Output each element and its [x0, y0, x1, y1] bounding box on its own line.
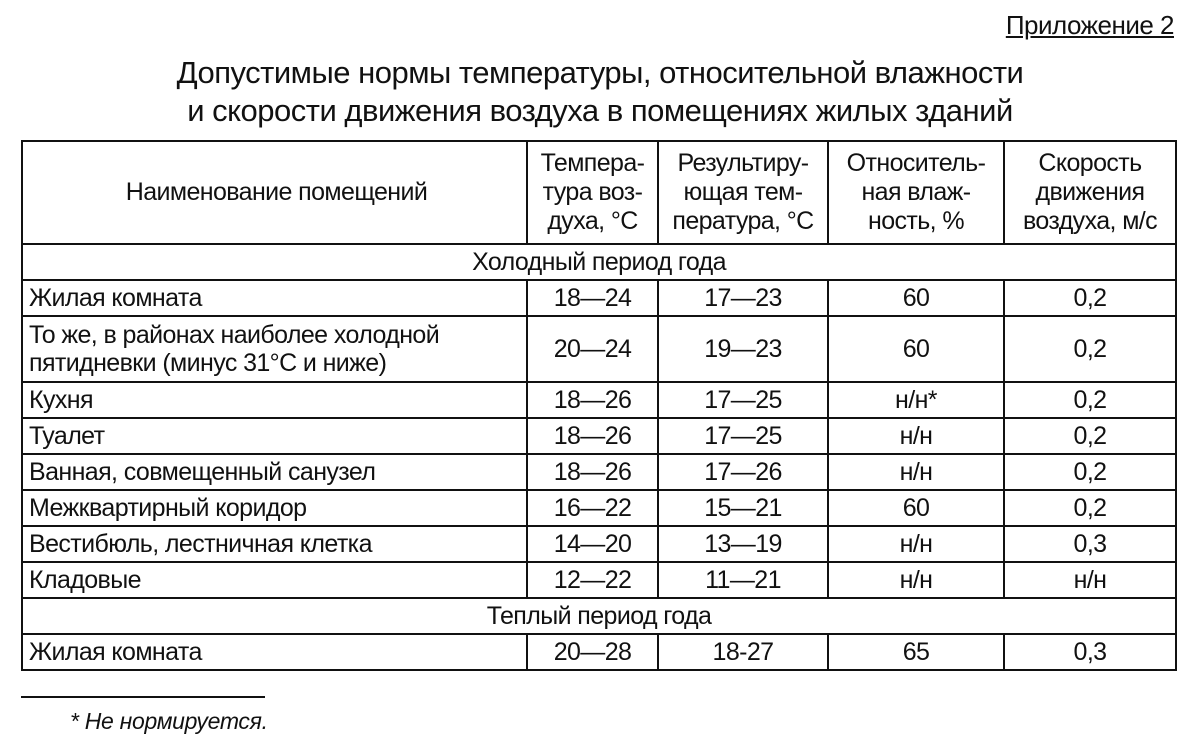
room-name-line: Жилая комната	[29, 638, 202, 666]
header-relative-humidity	[828, 141, 1004, 244]
air-temperature-cell: 12—22	[527, 562, 658, 598]
table-row	[22, 562, 1176, 598]
resulting-temperature-cell: 11—21	[658, 562, 828, 598]
table-row	[22, 490, 1176, 526]
table-row	[22, 634, 1176, 670]
table-row	[22, 382, 1176, 418]
header-line: пература, °С	[672, 207, 814, 235]
title-line-1: Допустимые нормы температуры, относительной влажности	[176, 55, 1024, 90]
resulting-temperature-cell: 17—25	[658, 418, 828, 454]
room-name-line: Межквартирный коридор	[29, 494, 307, 522]
room-name-line: Туалет	[29, 422, 105, 450]
room-name	[22, 316, 527, 382]
cold-period-label: Холодный период года	[22, 244, 1176, 280]
footnote-divider	[21, 696, 265, 698]
air-speed-cell: 0,3	[1004, 634, 1176, 670]
humidity-cell: 60	[828, 490, 1004, 526]
humidity-cell: н/н	[828, 454, 1004, 490]
humidity-cell: н/н	[828, 526, 1004, 562]
resulting-temperature-cell: 17—23	[658, 280, 828, 316]
room-name-line: пятидневки (минус 31°С и ниже)	[29, 349, 387, 377]
header-line: воздуха, м/с	[1022, 207, 1158, 235]
header-line: тура воз-	[542, 178, 643, 206]
header-row	[22, 141, 1176, 244]
air-temperature-cell: 18—26	[527, 382, 658, 418]
room-name	[22, 526, 527, 562]
room-name	[22, 418, 527, 454]
warm-period-label: Теплый период года	[22, 598, 1176, 634]
room-name	[22, 562, 527, 598]
air-temperature-cell: 20—28	[527, 634, 658, 670]
humidity-cell: н/н*	[828, 382, 1004, 418]
header-line: духа, °С	[547, 207, 638, 235]
room-name	[22, 490, 527, 526]
header-air-temperature	[527, 141, 658, 244]
air-temperature-cell: 16—22	[527, 490, 658, 526]
cold-period-row	[22, 244, 1176, 280]
air-temperature-cell: 20—24	[527, 316, 658, 382]
resulting-temperature-cell: 17—26	[658, 454, 828, 490]
table-row	[22, 526, 1176, 562]
room-name	[22, 454, 527, 490]
room-name-line: Жилая комната	[29, 284, 202, 312]
air-speed-cell: н/н	[1004, 562, 1176, 598]
room-name-line: Кухня	[29, 386, 93, 414]
air-temperature-cell: 18—26	[527, 418, 658, 454]
air-speed-cell: 0,3	[1004, 526, 1176, 562]
room-name-line: Вестибюль, лестничная клетка	[29, 530, 372, 558]
footnote: * Не нормируется.	[70, 708, 268, 734]
header-resulting-temperature	[658, 141, 828, 244]
air-speed-cell: 0,2	[1004, 418, 1176, 454]
room-name-line: Ванная, совмещенный санузел	[29, 458, 376, 486]
air-speed-cell: 0,2	[1004, 382, 1176, 418]
humidity-cell: 65	[828, 634, 1004, 670]
header-line: Результиру-	[677, 149, 809, 177]
resulting-temperature-cell: 19—23	[658, 316, 828, 382]
header-line: Относитель-	[846, 149, 986, 177]
humidity-cell: н/н	[828, 562, 1004, 598]
air-speed-cell: 0,2	[1004, 280, 1176, 316]
table-row	[22, 280, 1176, 316]
header-line: Темпера-	[540, 149, 645, 177]
room-name	[22, 634, 527, 670]
table-row	[22, 316, 1176, 382]
norms-table	[21, 140, 1177, 671]
air-speed-cell: 0,2	[1004, 316, 1176, 382]
air-speed-cell: 0,2	[1004, 454, 1176, 490]
header-line: ная влаж-	[861, 178, 971, 206]
resulting-temperature-cell: 13—19	[658, 526, 828, 562]
air-speed-cell: 0,2	[1004, 490, 1176, 526]
header-line: движения	[1035, 178, 1145, 206]
table-row	[22, 418, 1176, 454]
resulting-temperature-cell: 17—25	[658, 382, 828, 418]
warm-period-row	[22, 598, 1176, 634]
air-temperature-cell: 14—20	[527, 526, 658, 562]
header-line: Скорость	[1038, 149, 1142, 177]
resulting-temperature-cell: 15—21	[658, 490, 828, 526]
humidity-cell: 60	[828, 316, 1004, 382]
humidity-cell: 60	[828, 280, 1004, 316]
room-name	[22, 382, 527, 418]
air-temperature-cell: 18—26	[527, 454, 658, 490]
air-temperature-cell: 18—24	[527, 280, 658, 316]
appendix-label: Приложение 2	[1005, 10, 1174, 40]
document-title	[0, 54, 1200, 130]
header-line: ность, %	[867, 207, 964, 235]
humidity-cell: н/н	[828, 418, 1004, 454]
title-line-2: и скорости движения воздуха в помещениях жилых зданий	[187, 93, 1013, 128]
table-row	[22, 454, 1176, 490]
room-name-line: То же, в районах наиболее холодной	[29, 321, 440, 349]
header-air-speed	[1004, 141, 1176, 244]
room-name-line: Кладовые	[29, 566, 141, 594]
resulting-temperature-cell: 18-27	[658, 634, 828, 670]
room-name	[22, 280, 527, 316]
header-room-name: Наименование помещений	[22, 141, 527, 244]
header-line: ющая тем-	[683, 178, 803, 206]
